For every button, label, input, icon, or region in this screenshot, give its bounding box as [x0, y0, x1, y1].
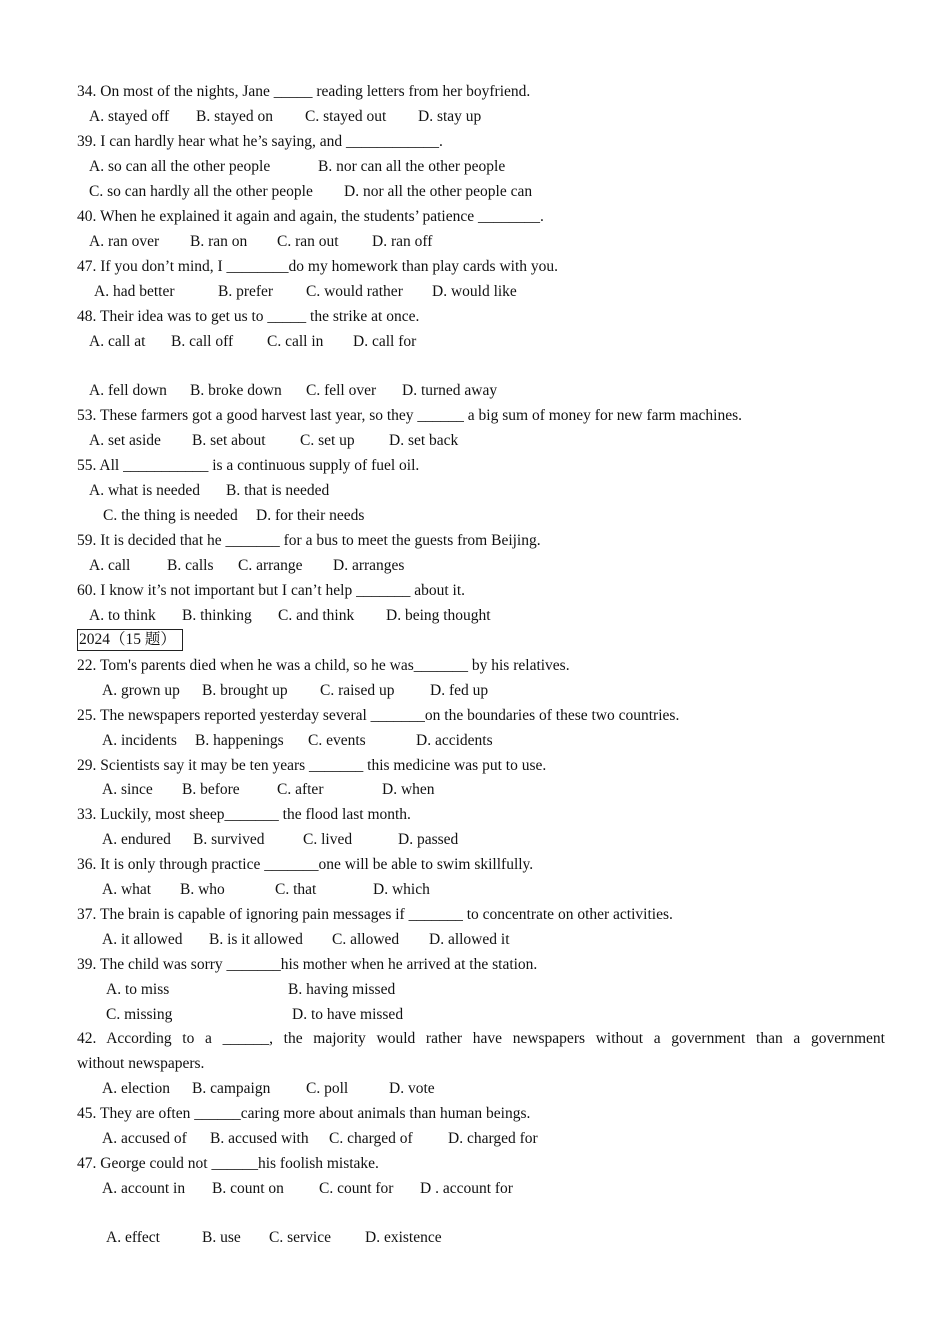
question-36-stem: 36. It is only through practice _______one will be able to swim skillfully.	[77, 856, 534, 873]
q34-option-a: A. stayed off	[89, 108, 170, 125]
question-53-stem: 53. These farmers got a good harvest last year, so they ______ a big sum of money for new farm machines.	[77, 407, 742, 424]
q25-option-a: A. incidents	[102, 732, 177, 749]
q59-option-d: D. arranges	[333, 557, 405, 574]
q37-option-d: D. allowed it	[429, 931, 510, 948]
q47b-option-a: A. account in	[102, 1180, 186, 1197]
q36-option-d: D. which	[373, 881, 430, 898]
question-60-stem: 60. I know it’s not important but I can’t help _______ about it.	[77, 582, 466, 599]
q42-option-d: D. vote	[389, 1080, 435, 1097]
q45-option-a: A. accused of	[102, 1130, 187, 1147]
q55-option-b: B. that is needed	[226, 482, 330, 499]
q42-option-a: A. election	[102, 1080, 171, 1097]
orphan2-option-a: A. effect	[106, 1229, 160, 1246]
q39a-option-d: D. nor all the other people can	[344, 183, 533, 200]
q37-option-c: C. allowed	[332, 931, 400, 948]
q47a-option-a: A. had better	[94, 283, 175, 300]
question-47b-stem: 47. George could not ______his foolish mistake.	[77, 1155, 379, 1172]
q29-option-c: C. after	[277, 781, 324, 798]
q25-option-d: D. accidents	[416, 732, 493, 749]
q29-option-d: D. when	[382, 781, 435, 798]
question-42-stem-line1: 42. According to a ______, the majority would rather have newspapers without a government than a government	[77, 1030, 885, 1047]
question-25-stem: 25. The newspapers reported yesterday several _______on the boundaries of these two countries.	[77, 707, 680, 724]
q40-option-d: D. ran off	[372, 233, 433, 250]
q53-option-b: B. set about	[192, 432, 266, 449]
q60-option-d: D. being thought	[386, 607, 491, 624]
question-22-stem: 22. Tom's parents died when he was a child, so he was_______ by his relatives.	[77, 657, 570, 674]
question-59-stem: 59. It is decided that he _______ for a bus to meet the guests from Beijing.	[77, 532, 541, 549]
q55-option-c: C. the thing is needed	[103, 507, 238, 524]
q39b-option-c: C. missing	[106, 1006, 173, 1023]
orphan2-option-c: C. service	[269, 1229, 331, 1246]
q39a-option-c: C. so can hardly all the other people	[89, 183, 313, 200]
q59-option-b: B. calls	[167, 557, 214, 574]
q33-option-c: C. lived	[303, 831, 353, 848]
q47a-option-d: D. would like	[432, 283, 517, 300]
q40-option-c: C. ran out	[277, 233, 339, 250]
q39b-option-b: B. having missed	[288, 981, 396, 998]
q59-option-c: C. arrange	[238, 557, 303, 574]
question-34-stem: 34. On most of the nights, Jane _____ reading letters from her boyfriend.	[77, 83, 531, 100]
question-39a-stem: 39. I can hardly hear what he’s saying, and ____________.	[77, 133, 443, 150]
q47a-option-c: C. would rather	[306, 283, 403, 300]
orphan1-option-d: D. turned away	[402, 382, 498, 399]
question-55-stem: 55. All ___________ is a continuous supply of fuel oil.	[77, 457, 420, 474]
q59-option-a: A. call	[89, 557, 131, 574]
question-33-stem: 33. Luckily, most sheep_______ the flood last month.	[77, 806, 411, 823]
q25-option-b: B. happenings	[195, 732, 284, 749]
q47b-option-b: B. count on	[212, 1180, 284, 1197]
q55-option-d: D. for their needs	[256, 507, 365, 524]
question-45-stem: 45. They are often ______caring more about animals than human beings.	[77, 1105, 531, 1122]
orphan2-option-d: D. existence	[365, 1229, 442, 1246]
q42-option-b: B. campaign	[192, 1080, 271, 1097]
q34-option-c: C. stayed out	[305, 108, 387, 125]
q47b-option-d: D . account for	[420, 1180, 513, 1197]
orphan1-option-c: C. fell over	[306, 382, 377, 399]
q45-option-d: D. charged for	[448, 1130, 538, 1147]
q34-option-b: B. stayed on	[196, 108, 274, 125]
q36-option-b: B. who	[180, 881, 225, 898]
q25-option-c: C. events	[308, 732, 366, 749]
q40-option-b: B. ran on	[190, 233, 248, 250]
q33-option-b: B. survived	[193, 831, 265, 848]
q39b-option-d: D. to have missed	[292, 1006, 404, 1023]
orphan2-option-b: B. use	[202, 1229, 241, 1246]
q29-option-b: B. before	[182, 781, 240, 798]
q40-option-a: A. ran over	[89, 233, 160, 250]
q60-option-c: C. and think	[278, 607, 355, 624]
q39a-option-b: B. nor can all the other people	[318, 158, 506, 175]
section-label: 2024（15 题）	[77, 629, 183, 651]
q48-option-b: B. call off	[171, 333, 234, 350]
q53-option-d: D. set back	[389, 432, 459, 449]
question-29-stem: 29. Scientists say it may be ten years _______ this medicine was put to use.	[77, 757, 547, 774]
q29-option-a: A. since	[102, 781, 153, 798]
q48-option-a: A. call at	[89, 333, 146, 350]
q22-option-a: A. grown up	[102, 682, 180, 699]
question-37-stem: 37. The brain is capable of ignoring pain messages if _______ to concentrate on other activities.	[77, 906, 673, 923]
q37-option-a: A. it allowed	[102, 931, 183, 948]
q53-option-a: A. set aside	[89, 432, 161, 449]
q22-option-d: D. fed up	[430, 682, 489, 699]
q55-option-a: A. what is needed	[89, 482, 201, 499]
q22-option-b: B. brought up	[202, 682, 288, 699]
question-42-stem-line2: without newspapers.	[77, 1055, 205, 1072]
q60-option-b: B. thinking	[182, 607, 252, 624]
q33-option-d: D. passed	[398, 831, 459, 848]
question-48-stem: 48. Their idea was to get us to _____ the strike at once.	[77, 308, 420, 325]
q60-option-a: A. to think	[89, 607, 156, 624]
q39a-option-a: A. so can all the other people	[89, 158, 271, 175]
question-47a-stem: 47. If you don’t mind, I ________do my homework than play cards with you.	[77, 258, 559, 275]
q33-option-a: A. endured	[102, 831, 171, 848]
question-39b-stem: 39. The child was sorry _______his mother when he arrived at the station.	[77, 956, 538, 973]
q47b-option-c: C. count for	[319, 1180, 394, 1197]
question-40-stem: 40. When he explained it again and again, the students’ patience ________.	[77, 208, 544, 225]
q34-option-d: D. stay up	[418, 108, 482, 125]
q37-option-b: B. is it allowed	[209, 931, 303, 948]
q48-option-c: C. call in	[267, 333, 324, 350]
q39b-option-a: A. to miss	[106, 981, 170, 998]
q45-option-b: B. accused with	[210, 1130, 309, 1147]
q22-option-c: C. raised up	[320, 682, 395, 699]
q42-option-c: C. poll	[306, 1080, 349, 1097]
q48-option-d: D. call for	[353, 333, 417, 350]
q36-option-a: A. what	[102, 881, 152, 898]
q45-option-c: C. charged of	[329, 1130, 413, 1147]
q53-option-c: C. set up	[300, 432, 355, 449]
q36-option-c: C. that	[275, 881, 317, 898]
orphan1-option-a: A. fell down	[89, 382, 167, 399]
orphan1-option-b: B. broke down	[190, 382, 282, 399]
q47a-option-b: B. prefer	[218, 283, 274, 300]
